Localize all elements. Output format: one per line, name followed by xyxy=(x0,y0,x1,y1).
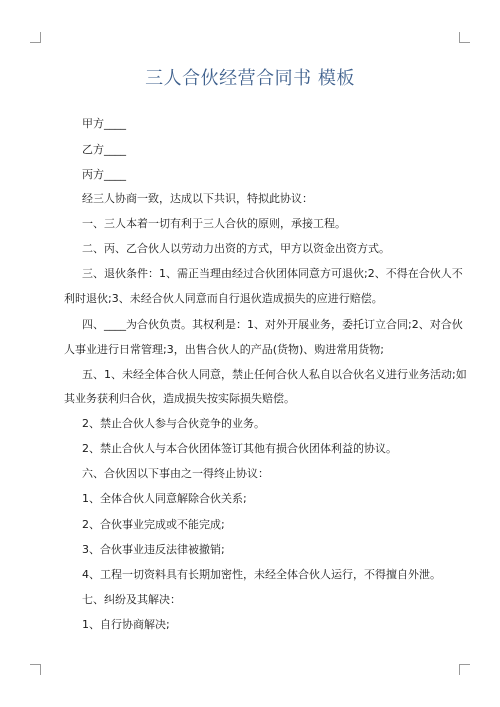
clause-5-item-2a: 2、禁止合伙人参与合伙竞争的业务。 xyxy=(82,417,265,430)
party-c-line: 丙方____ xyxy=(82,168,126,181)
clause-2: 二、丙、乙合伙人以劳动力出资的方式，甲方以资金出资方式。 xyxy=(82,242,390,255)
clause-7-item-1: 1、自行协商解决; xyxy=(82,618,170,631)
clause-3-line-1: 三、退伙条件：1、需正当理由经过合伙团体同意方可退伙;2、不得在合伙人不 xyxy=(82,267,463,280)
clause-6-item-3: 3、合伙事业违反法律被撤销; xyxy=(82,543,225,556)
clause-5-line-1: 五、1、未经全体合伙人同意，禁止任何合伙人私自以合伙名义进行业务活动;如 xyxy=(82,368,467,381)
clause-6: 六、合伙因以下事由之一得终止协议： xyxy=(82,467,269,480)
clause-3-line-2: 利时退伙;3、未经合伙人同意而自行退伙造成损失的应进行赔偿。 xyxy=(64,292,383,305)
clause-4-line-2: 人事业进行日常管理;3，出售合伙人的产品(货物)、购进常用货物; xyxy=(64,343,384,356)
clause-6-item-4: 4、工程一切资料具有长期加密性，未经全体合伙人运行，不得擅自外泄。 xyxy=(82,568,441,581)
clause-6-item-2: 2、合伙事业完成或不能完成; xyxy=(82,518,225,531)
clause-4-line-1: 四、____为合伙负责。其权利是：1、对外开展业务，委托订立合同;2、对合伙 xyxy=(82,318,463,331)
party-a-line: 甲方____ xyxy=(82,117,126,130)
crop-mark-top-right xyxy=(459,32,470,43)
party-b-line: 乙方____ xyxy=(82,143,126,156)
document-title: 三人合伙经营合同书 模板 xyxy=(145,68,355,89)
clause-6-item-1: 1、全体合伙人同意解除合伙关系; xyxy=(82,492,247,505)
clause-5-item-2b: 2、禁止合伙人与本合伙团体签订其他有损合伙团体利益的协议。 xyxy=(82,442,397,455)
crop-mark-bottom-right xyxy=(459,664,470,675)
crop-mark-bottom-left xyxy=(30,664,41,675)
clause-7: 七、纠纷及其解决： xyxy=(82,593,181,606)
clause-1: 一、三人本着一切有利于三人合伙的原则，承接工程。 xyxy=(82,217,346,230)
clause-5-line-2: 其业务获利归合伙，造成损失按实际损失赔偿。 xyxy=(64,392,295,405)
intro-paragraph: 经三人协商一致，达成以下共识，特拟此协议： xyxy=(82,192,313,205)
crop-mark-top-left xyxy=(30,32,41,43)
